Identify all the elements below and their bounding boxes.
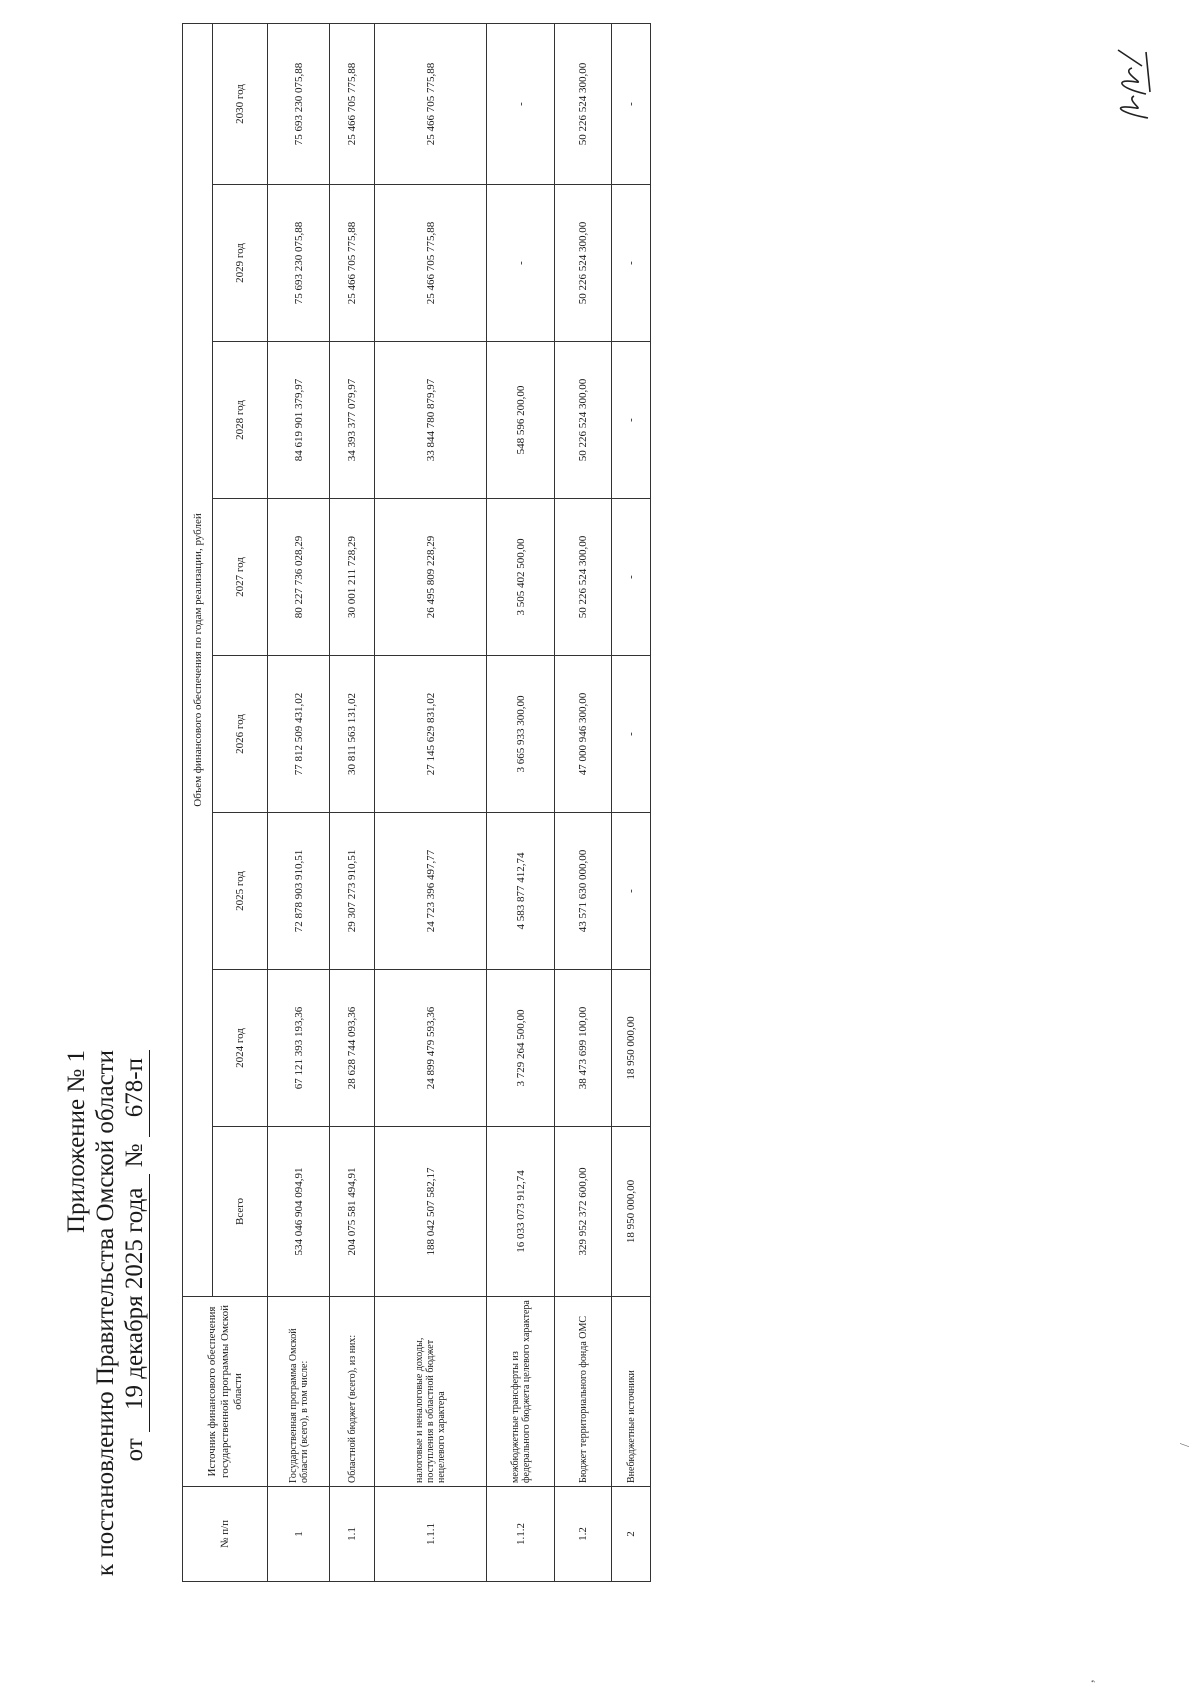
row-source: Государственная программа Омской области (всего), в том числе: — [268, 1297, 330, 1487]
row-year-value: 50 226 524 300,00 — [555, 185, 612, 342]
column-total-header: Всего — [213, 1127, 268, 1297]
row-year-value: - — [612, 813, 651, 970]
row-year-value: - — [612, 499, 651, 656]
row-year-value: 24 899 479 593,36 — [375, 970, 487, 1127]
row-year-value: 47 000 946 300,00 — [555, 656, 612, 813]
row-total: 16 033 073 912,74 — [487, 1127, 555, 1297]
row-year-value: 75 693 230 075,88 — [268, 24, 330, 185]
row-year-value: - — [612, 185, 651, 342]
row-year-value: 30 001 211 728,29 — [330, 499, 375, 656]
row-total: 329 952 372 600,00 — [555, 1127, 612, 1297]
row-source: Бюджет территориального фонда ОМС — [555, 1297, 612, 1487]
row-total: 188 042 507 582,17 — [375, 1127, 487, 1297]
row-total: 204 075 581 494,91 — [330, 1127, 375, 1297]
column-year-header: 2024 год — [213, 970, 268, 1127]
row-number: 1 — [268, 1487, 330, 1582]
column-year-header: 2027 год — [213, 499, 268, 656]
row-source: налоговые и неналоговые доходы, поступления в областной бюджет нецелевого характера — [375, 1297, 487, 1487]
resolution-reference: к постановлению Правительства Омской области — [92, 1050, 119, 1577]
table-row — [330, 24, 375, 1582]
row-year-value: 50 226 524 300,00 — [555, 342, 612, 499]
row-year-value: 4 583 877 412,74 — [487, 813, 555, 970]
column-year-header: 2026 год — [213, 656, 268, 813]
column-source-header: Источник финансового обеспечения государственной программы Омской области — [183, 1297, 268, 1487]
row-year-value: 72 878 903 910,51 — [268, 813, 330, 970]
row-total: 534 046 904 094,91 — [268, 1127, 330, 1297]
row-number: 1.1.1 — [375, 1487, 487, 1582]
column-year-header: 2028 год — [213, 342, 268, 499]
row-year-value: 3 729 264 500,00 — [487, 970, 555, 1127]
table-row — [555, 24, 612, 1582]
scan-speck: , — [1082, 1679, 1097, 1683]
row-year-value: - — [612, 342, 651, 499]
number-label: № — [121, 1143, 148, 1168]
row-year-value: 548 596 200,00 — [487, 342, 555, 499]
row-source: Областной бюджет (всего), из них: — [330, 1297, 375, 1487]
signature-mark — [1106, 46, 1156, 122]
row-year-value: 26 495 809 228,29 — [375, 499, 487, 656]
row-year-value: 25 466 705 775,88 — [375, 24, 487, 185]
row-year-value: 18 950 000,00 — [612, 970, 651, 1127]
row-year-value: - — [612, 24, 651, 185]
row-year-value: 3 665 933 300,00 — [487, 656, 555, 813]
row-year-value: - — [487, 24, 555, 185]
table-row — [268, 24, 330, 1582]
row-year-value: - — [487, 185, 555, 342]
resolution-number: 678-п — [120, 1050, 150, 1137]
row-year-value: 77 812 509 431,02 — [268, 656, 330, 813]
table-row — [487, 24, 555, 1582]
resolution-date: 19 декабря 2025 года — [120, 1174, 150, 1432]
row-year-value: 25 466 705 775,88 — [330, 185, 375, 342]
row-number: 2 — [612, 1487, 651, 1582]
row-year-value: 29 307 273 910,51 — [330, 813, 375, 970]
row-year-value: 3 505 402 500,00 — [487, 499, 555, 656]
row-source: межбюджетные трансферты из федерального бюджета целевого характера — [487, 1297, 555, 1487]
row-year-value: 75 693 230 075,88 — [268, 185, 330, 342]
appendix-header — [62, 1050, 150, 1576]
row-total: 18 950 000,00 — [612, 1127, 651, 1297]
from-label: от — [121, 1438, 148, 1462]
row-year-value: 80 227 736 028,29 — [268, 499, 330, 656]
row-year-value: 25 466 705 775,88 — [330, 24, 375, 185]
row-number: 1.1 — [330, 1487, 375, 1582]
column-year-header: 2029 год — [213, 185, 268, 342]
row-year-value: 33 844 780 879,97 — [375, 342, 487, 499]
row-year-value: 50 226 524 300,00 — [555, 24, 612, 185]
row-year-value: 24 723 396 497,77 — [375, 813, 487, 970]
scan-speck: / — [1178, 1443, 1193, 1447]
row-year-value: 38 473 699 100,00 — [555, 970, 612, 1127]
row-year-value: 34 393 377 079,97 — [330, 342, 375, 499]
appendix-title: Приложение № 1 — [63, 1050, 90, 1234]
column-number-header: № п/п — [183, 1487, 268, 1582]
column-year-header: 2025 год — [213, 813, 268, 970]
row-number: 1.1.2 — [487, 1487, 555, 1582]
row-year-value: 50 226 524 300,00 — [555, 499, 612, 656]
row-year-value: 27 145 629 831,02 — [375, 656, 487, 813]
row-year-value: 25 466 705 775,88 — [375, 185, 487, 342]
row-source: Внебюджетные источники — [612, 1297, 651, 1487]
table-row — [612, 24, 651, 1582]
table-row — [375, 24, 487, 1582]
column-year-header: 2030 год — [213, 24, 268, 185]
funding-group-header: Объем финансового обеспечения по годам реализации, рублей — [183, 24, 213, 1297]
row-year-value: 30 811 563 131,02 — [330, 656, 375, 813]
row-year-value: 84 619 901 379,97 — [268, 342, 330, 499]
financing-table — [182, 23, 651, 1582]
row-year-value: 43 571 630 000,00 — [555, 813, 612, 970]
resolution-date-line — [120, 1050, 150, 1576]
row-year-value: - — [612, 656, 651, 813]
row-number: 1.2 — [555, 1487, 612, 1582]
row-year-value: 67 121 393 193,36 — [268, 970, 330, 1127]
row-year-value: 28 628 744 093,36 — [330, 970, 375, 1127]
